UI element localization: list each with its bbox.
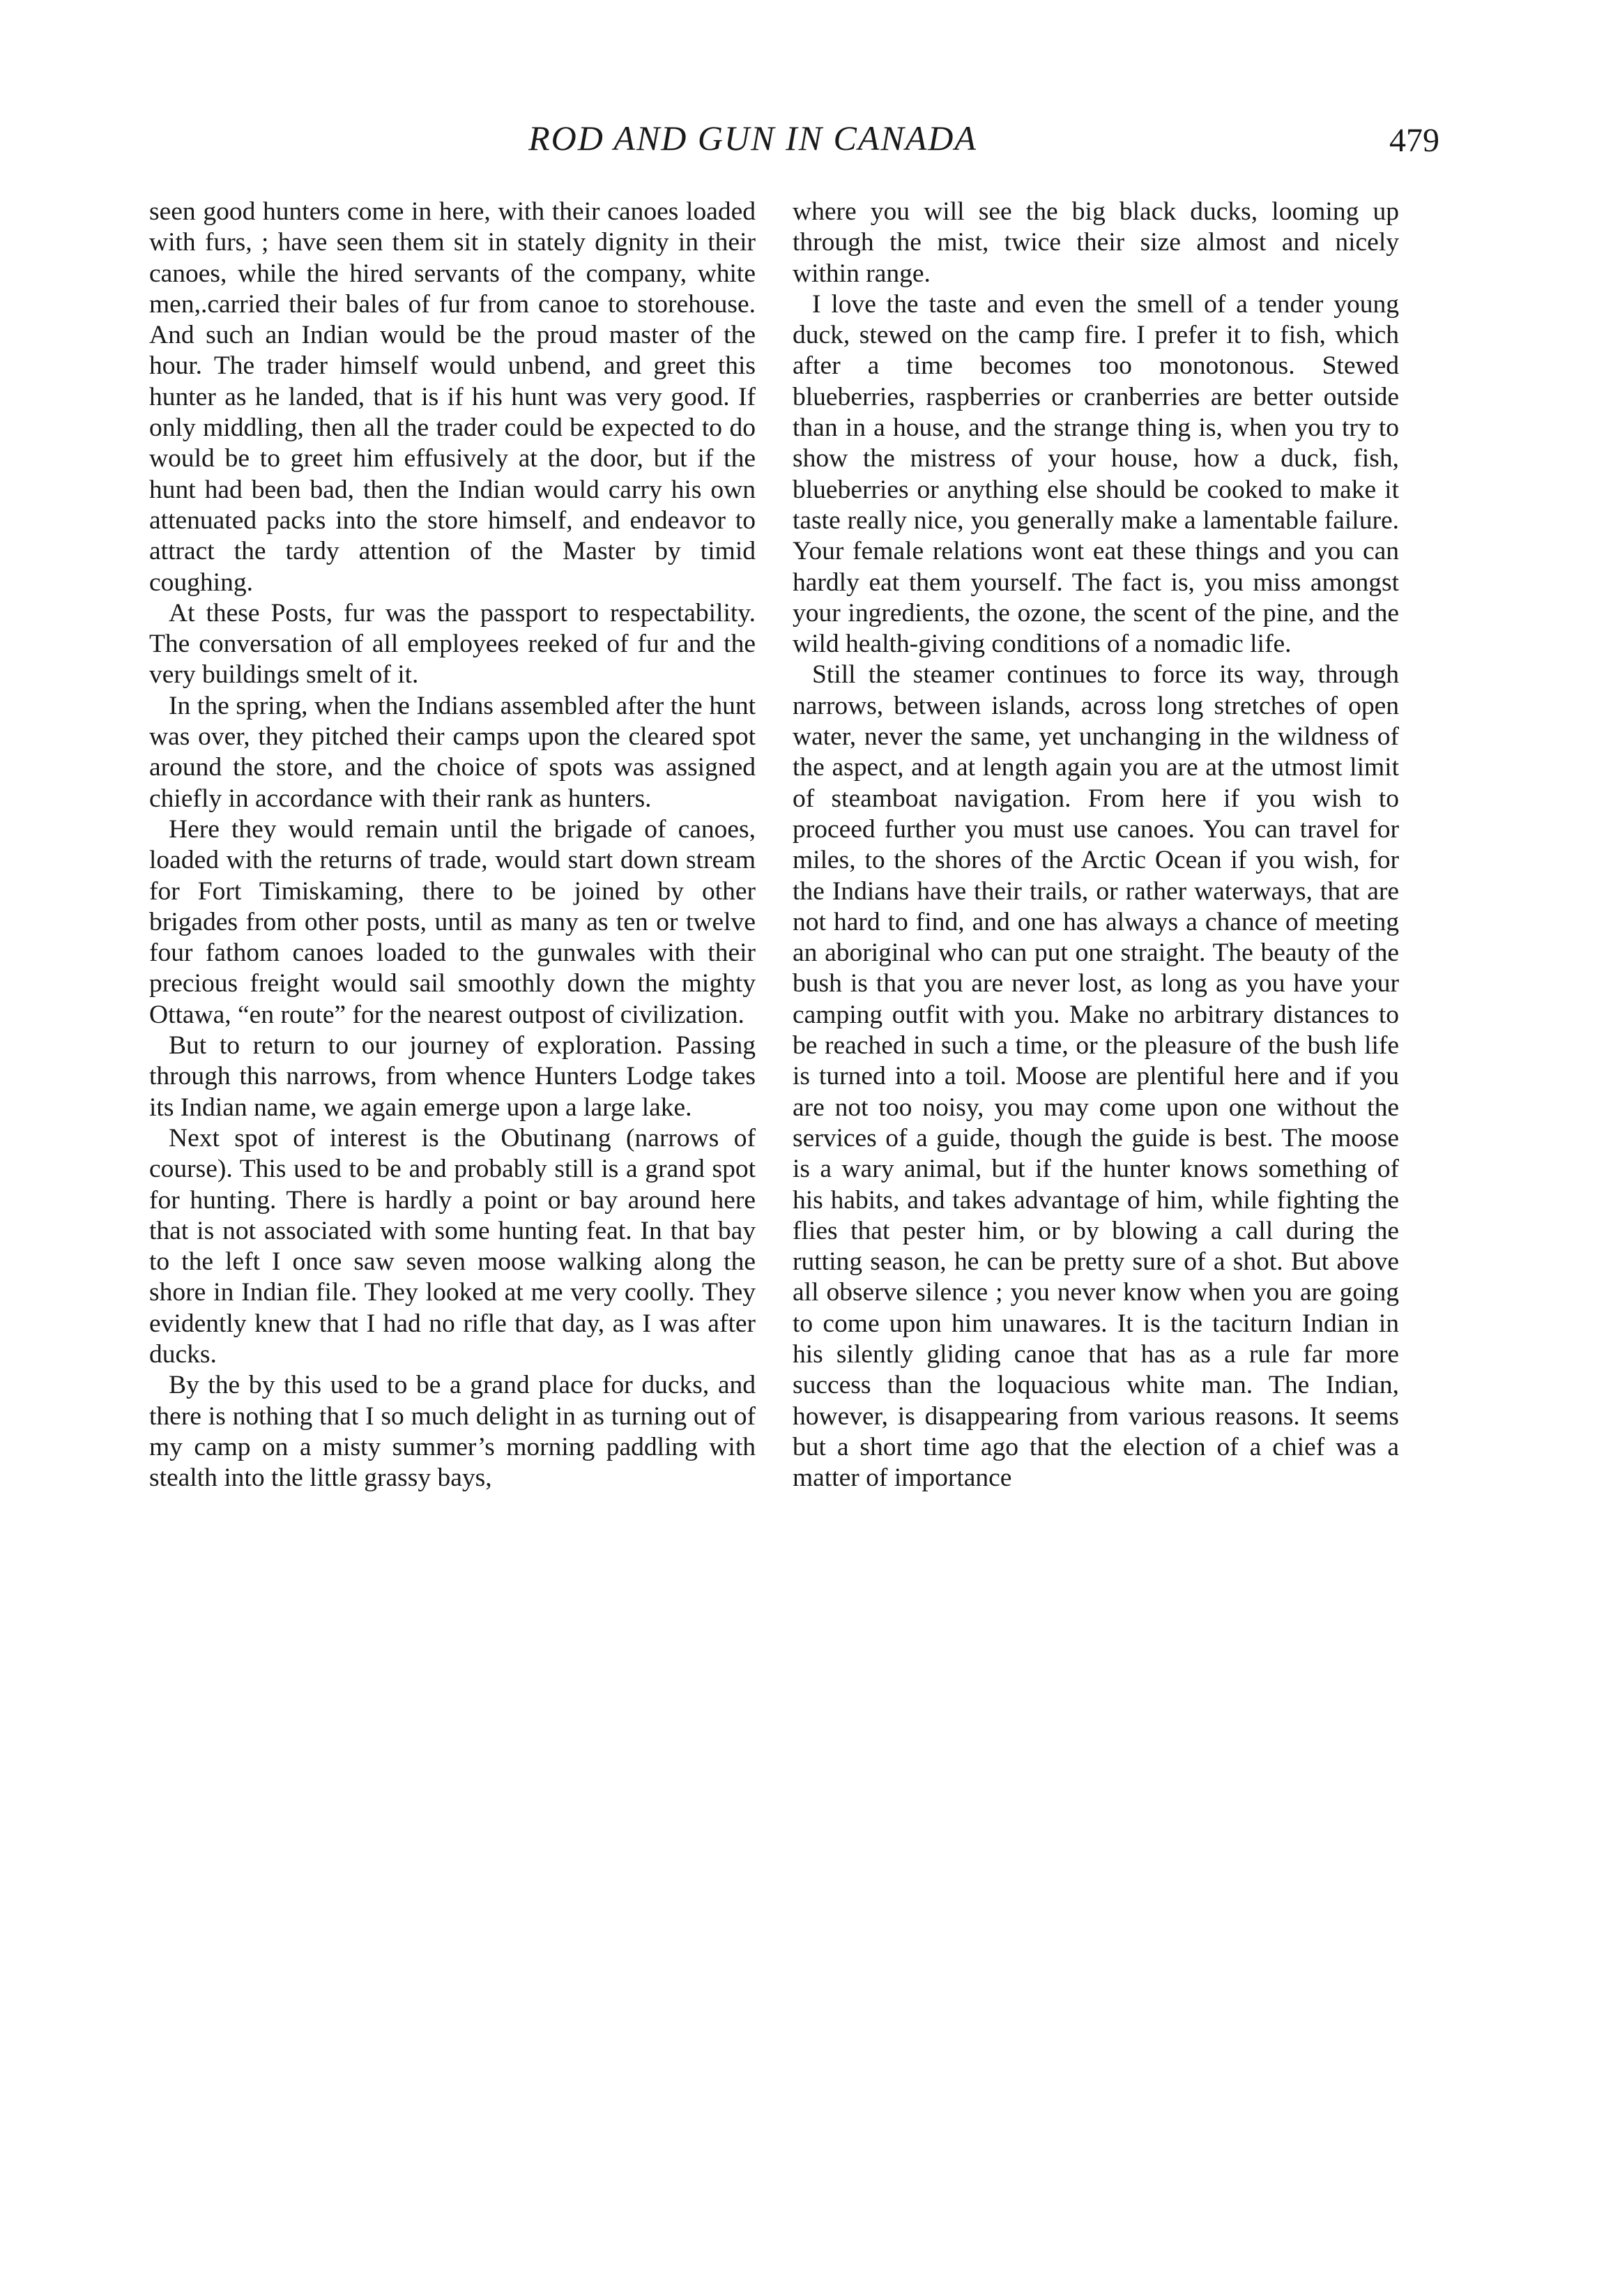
paragraph: where you will see the big black ducks, looming up through the mist, twice their size almost and nicely within range. (793, 197, 1399, 288)
paragraph: By the by this used to be a grand place for ducks, and there is nothing that I so much delight in as turning out of my camp on a misty summer’s morning paddling with stealth into the little grassy bays, (149, 1371, 756, 1493)
paragraph: At these Posts, fur was the passport to respectability. The conversation of all employees reeked of fur and the very buildings smelt of it. (149, 598, 756, 690)
running-head: ROD AND GUN IN CANADA (528, 119, 977, 158)
paragraph: seen good hunters come in here, with their canoes loaded with furs, ; have seen them sit in stately dignity in their canoes, while the hired servants of the company, white men,.carried their bales of fur from canoe to storehouse. And such an Indian would be the proud master of the hour. The trader himself would unbend, and greet this hunter as he landed, that is if his hunt was very good. If only middling, then all the trader could be expected to do would be to greet him effusively at the door, but if the hunt had been bad, then the Indian would carry his own attenuated packs into the store himself, and endeavor to attract the tardy attention of the Master by timid coughing. (149, 197, 756, 597)
right-column (793, 197, 1399, 1493)
page-number: 479 (1389, 122, 1439, 159)
paragraph: Still the steamer continues to force its way, through narrows, between islands, across long stretches of open water, never the same, yet unchanging in the wildness of the aspect, and at length again you are at the utmost limit of steamboat navigation. From here if you wish to proceed further you must use canoes. You can travel for miles, to the shores of the Arctic Ocean if you wish, for the Indians have their trails, or rather waterways, that are not hard to find, and one has always a chance of meeting an aboriginal who can put one straight. The beauty of the bush is that you are never lost, as long as you have your camping outfit with you. Make no arbitrary distances to be reached in such a time, or the pleasure of the bush life is turned into a toil. Moose are plentiful here and if you are not too noisy, you may come upon one without the services of a guide, though the guide is best. The moose is a wary animal, but if the hunter knows something of his habits, and takes advantage of him, while fighting the flies that pester him, or by blowing a call during the rutting season, he can be pretty sure of a shot. But above all observe silence ; you never know when you are going to come upon him unawares. It is the taciturn Indian in his silently gliding canoe that has as a rule far more success than the loquacious white man. The Indian, however, is disappearing from various reasons. It seems but a short time ago that the election of a chief was a matter of importance (793, 660, 1399, 1493)
left-column (149, 197, 756, 1493)
paragraph: Here they would remain until the brigade of canoes, loaded with the returns of trade, would start down stream for Fort Timiskaming, there to be joined by other brigades from other posts, until as many as ten or twelve four fathom canoes loaded to the gunwales with their precious freight would sail smoothly down the mighty Ottawa, “en route” for the nearest outpost of civilization. (149, 814, 756, 1029)
paragraph: Next spot of interest is the Obutinang (narrows of course). This used to be and probably still is a grand spot for hunting. There is hardly a point or bay around here that is not associated with some hunting feat. In that bay to the left I once saw seven moose walking along the shore in Indian file. They looked at me very coolly. They evidently knew that I had no rifle that day, as I was after ducks. (149, 1123, 756, 1369)
paragraph: I love the taste and even the smell of a tender young duck, stewed on the camp fire. I prefer it to fish, which after a time becomes too monotonous. Stewed blueberries, raspberries or cranberries are better outside than in a house, and the strange thing is, when you try to show the mistress of your house, how a duck, fish, blueberries or anything else should be cooked to make it taste really nice, you generally make a lamentable failure. Your female relations wont eat these things and you can hardly eat them yourself. The fact is, you miss amongst your ingredients, the ozone, the scent of the pine, and the wild health-giving conditions of a nomadic life. (793, 289, 1399, 659)
paragraph: But to return to our journey of exploration. Passing through this narrows, from whence Hunters Lodge takes its Indian name, we again emerge upon a large lake. (149, 1031, 756, 1122)
paragraph: In the spring, when the Indians assembled after the hunt was over, they pitched their camps upon the cleared spot around the store, and the choice of spots was assigned chiefly in accordance with their rank as hunters. (149, 691, 756, 813)
